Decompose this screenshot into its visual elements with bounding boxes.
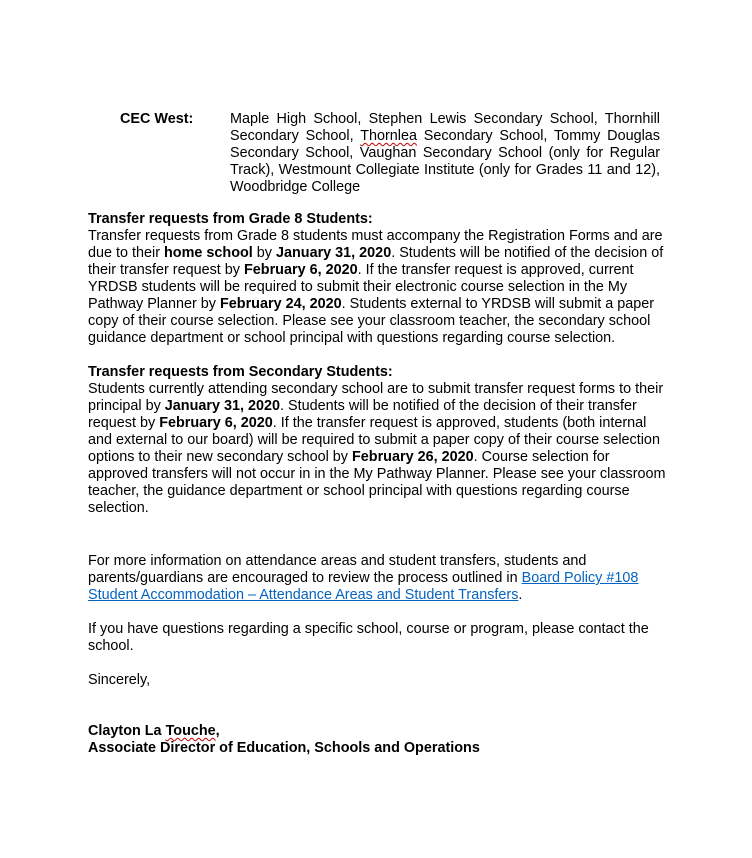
grade8-text: by <box>252 245 276 261</box>
signature-block <box>88 723 668 757</box>
closing: Sincerely, <box>88 672 151 688</box>
secondary-section <box>88 364 668 517</box>
grade8-bold-date: February 24, 2020 <box>220 296 342 312</box>
secondary-bold-date: February 26, 2020 <box>351 449 474 465</box>
secondary-text: Students currently attending secondary school are to submit transfer request forms to their principal by <box>88 381 664 414</box>
secondary-text: . Course selection for approved transfers will not occur in in the My Pathway Planner. Please see your classroom teacher, the guidance department or school principal with questions regarding course selection. <box>88 449 666 516</box>
grade8-text: . Students external to YRDSB will submit a paper copy of their course selection. Please see your classroom teacher, the secondary school guidance department or school principal with questions regarding course selection. <box>88 296 655 346</box>
secondary-text: . Students will be notified of the decision of their transfer request by <box>88 398 637 431</box>
board-policy-link[interactable]: Board Policy #108 Student Accommodation – Attendance Areas and Student Transfers <box>88 570 639 603</box>
signature-title: Associate Director of Education, Schools and Operations <box>88 740 480 756</box>
cec-west-label: CEC West: <box>120 111 194 127</box>
grade8-text: . If the transfer request is approved, current YRDSB students will be required to submit their electronic course selection in the My Pathway Planner by <box>88 262 634 312</box>
grade8-section <box>88 211 668 347</box>
grade8-text: Transfer requests from Grade 8 students must accompany the Registration Forms and are due to their <box>88 228 663 261</box>
secondary-bold-date: February 6, 2020 <box>159 415 273 431</box>
info-end: . <box>518 587 523 603</box>
grade8-bold-date: February 6, 2020 <box>243 262 358 278</box>
cec-west-schools <box>230 111 660 196</box>
grade8-heading: Transfer requests from Grade 8 Students: <box>88 211 373 227</box>
info-text: For more information on attendance areas and student transfers, students and parents/guardians are encouraged to review the process outlined in <box>88 553 587 586</box>
cec-west-block <box>120 111 668 196</box>
cec-text-before: Maple High School, Stephen Lewis Secondary School, Thornhill Secondary School, <box>230 111 660 144</box>
grade8-text: . Students will be notified of the decision of their transfer request by <box>88 245 664 278</box>
spellcheck-word: Thornlea <box>360 128 417 144</box>
secondary-paragraph <box>88 381 668 517</box>
signature-comma: , <box>215 723 220 739</box>
signature-name <box>88 723 668 740</box>
secondary-heading: Transfer requests from Secondary Students: <box>88 364 393 380</box>
letter-page <box>88 111 668 757</box>
grade8-bold-home-school: home school <box>164 245 253 261</box>
grade8-paragraph <box>88 228 668 347</box>
secondary-bold-date: January 31, 2020 <box>164 398 281 414</box>
cec-text-after: Secondary School, Tommy Douglas Secondary School, Vaughan Secondary School (only for Regular Track), Westmount Collegiate Institute (only for Grades 11 and 12), Woodbridge College <box>230 128 660 195</box>
grade8-bold-date: January 31, 2020 <box>275 245 392 261</box>
questions-paragraph: If you have questions regarding a specific school, course or program, please contact the school. <box>88 621 649 654</box>
info-paragraph <box>88 553 668 604</box>
secondary-text: . If the transfer request is approved, students (both internal and external to our board) will be required to submit a paper copy of their course selection options to their new secondary school by <box>88 415 660 465</box>
signature-surname: Touche <box>165 723 216 739</box>
signature-first-name: Clayton La <box>88 723 166 739</box>
